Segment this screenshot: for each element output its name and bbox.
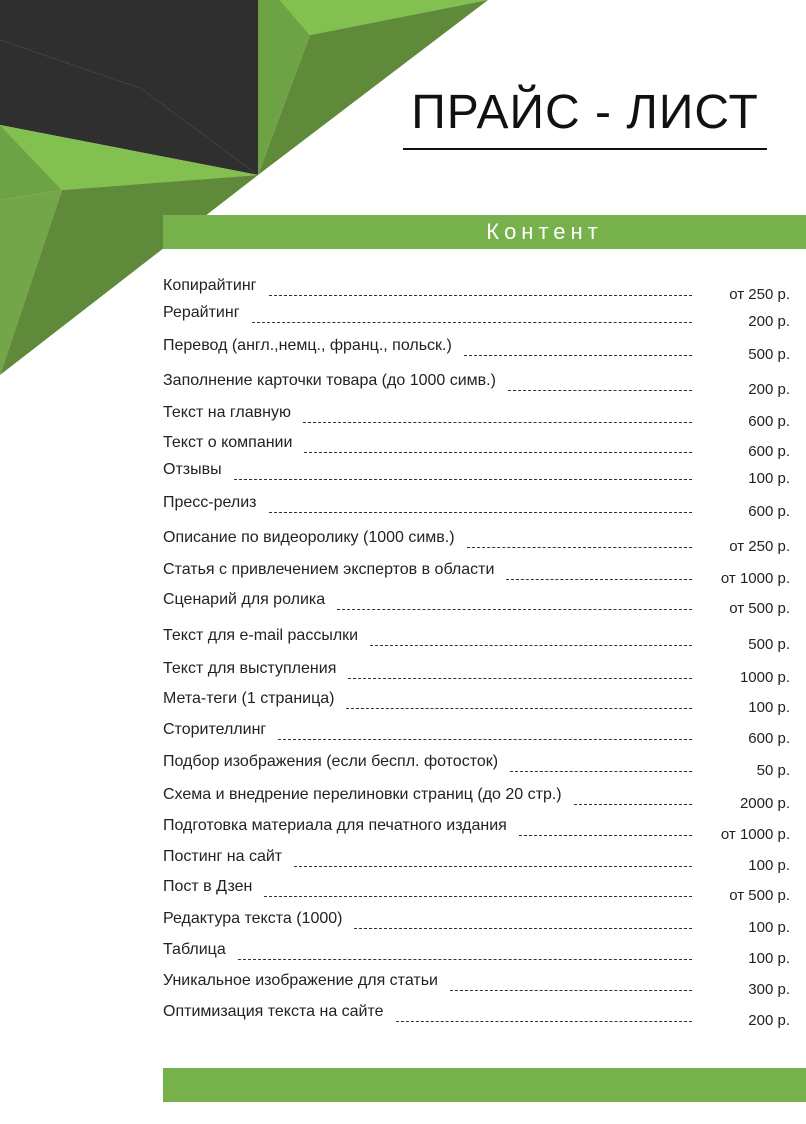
section-header: Контент bbox=[163, 215, 806, 249]
service-price: от 500 р. bbox=[729, 887, 790, 904]
service-label: Постинг на сайт bbox=[163, 848, 283, 865]
service-price: 50 р. bbox=[756, 762, 790, 779]
dotted-leader bbox=[506, 579, 692, 580]
service-price: 100 р. bbox=[748, 950, 790, 967]
price-row bbox=[0, 460, 806, 487]
dotted-leader bbox=[370, 645, 692, 646]
dotted-leader bbox=[337, 609, 692, 610]
service-price: 600 р. bbox=[748, 443, 790, 460]
service-price: 2000 р. bbox=[739, 795, 790, 812]
dotted-leader bbox=[303, 422, 692, 423]
price-row bbox=[0, 877, 806, 904]
service-price: от 250 р. bbox=[729, 538, 790, 555]
service-label: Мета-теги (1 страница) bbox=[163, 690, 335, 707]
page-title: ПРАЙС - ЛИСТ bbox=[403, 82, 767, 150]
price-row bbox=[0, 560, 806, 587]
price-row bbox=[0, 528, 806, 555]
service-price: от 500 р. bbox=[729, 600, 790, 617]
service-price: от 1000 р. bbox=[720, 826, 790, 843]
dotted-leader bbox=[269, 295, 693, 296]
price-row bbox=[0, 493, 806, 520]
service-price: 100 р. bbox=[748, 919, 790, 936]
price-row bbox=[0, 433, 806, 460]
price-row bbox=[0, 785, 806, 812]
dotted-leader bbox=[450, 990, 692, 991]
price-row bbox=[0, 816, 806, 843]
service-price: 600 р. bbox=[748, 730, 790, 747]
dotted-leader bbox=[252, 322, 692, 323]
dotted-leader bbox=[354, 928, 692, 929]
service-label: Схема и внедрение перелиновки страниц (до 20 стр.) bbox=[163, 786, 562, 803]
dotted-leader bbox=[234, 479, 692, 480]
service-price: 100 р. bbox=[748, 857, 790, 874]
service-price: 200 р. bbox=[748, 381, 790, 398]
price-row bbox=[0, 940, 806, 967]
dotted-leader bbox=[467, 547, 692, 548]
service-label: Рерайтинг bbox=[163, 304, 240, 321]
service-label: Подбор изображения (если беспл. фотосток) bbox=[163, 753, 499, 770]
dotted-leader bbox=[278, 739, 692, 740]
service-label: Заполнение карточки товара (до 1000 симв.) bbox=[163, 372, 496, 389]
service-price: 500 р. bbox=[748, 636, 790, 653]
service-label: Копирайтинг bbox=[163, 277, 257, 294]
service-label: Описание по видеоролику (1000 симв.) bbox=[163, 529, 455, 546]
service-label: Статья с привлечением экспертов в области bbox=[163, 561, 495, 578]
price-row bbox=[0, 720, 806, 747]
price-row bbox=[0, 303, 806, 330]
price-row bbox=[0, 336, 806, 363]
dotted-leader bbox=[304, 452, 692, 453]
price-row bbox=[0, 659, 806, 686]
dotted-leader bbox=[510, 771, 692, 772]
service-price: от 1000 р. bbox=[720, 570, 790, 587]
price-row bbox=[0, 971, 806, 998]
service-label: Сторителлинг bbox=[163, 721, 267, 738]
dotted-leader bbox=[269, 512, 693, 513]
service-price: 300 р. bbox=[748, 981, 790, 998]
service-label: Подготовка материала для печатного издания bbox=[163, 817, 507, 834]
service-price: 1000 р. bbox=[739, 669, 790, 686]
dotted-leader bbox=[238, 959, 692, 960]
service-label: Сценарий для ролика bbox=[163, 591, 326, 608]
price-row bbox=[0, 847, 806, 874]
service-price: 200 р. bbox=[748, 1012, 790, 1029]
service-label: Пресс-релиз bbox=[163, 494, 257, 511]
service-price: 100 р. bbox=[748, 699, 790, 716]
service-label: Оптимизация текста на сайте bbox=[163, 1003, 384, 1020]
service-label: Пост в Дзен bbox=[163, 878, 253, 895]
dotted-leader bbox=[508, 390, 692, 391]
dotted-leader bbox=[346, 708, 692, 709]
price-row bbox=[0, 752, 806, 779]
service-price: 600 р. bbox=[748, 413, 790, 430]
price-row bbox=[0, 403, 806, 430]
service-price: 600 р. bbox=[748, 503, 790, 520]
price-row bbox=[0, 1002, 806, 1029]
service-label: Редактура текста (1000) bbox=[163, 910, 343, 927]
dotted-leader bbox=[264, 896, 692, 897]
price-row bbox=[0, 276, 806, 303]
price-row bbox=[0, 590, 806, 617]
service-label: Перевод (англ.,немц., франц., польск.) bbox=[163, 337, 452, 354]
service-label: Текст на главную bbox=[163, 404, 291, 421]
price-row bbox=[0, 626, 806, 653]
dotted-leader bbox=[464, 355, 692, 356]
service-label: Текст для выступления bbox=[163, 660, 337, 677]
service-price: 200 р. bbox=[748, 313, 790, 330]
service-label: Текст о компании bbox=[163, 434, 293, 451]
service-label: Уникальное изображение для статьи bbox=[163, 972, 438, 989]
dotted-leader bbox=[348, 678, 692, 679]
service-price: 100 р. bbox=[748, 470, 790, 487]
price-row bbox=[0, 909, 806, 936]
price-row bbox=[0, 689, 806, 716]
service-label: Таблица bbox=[163, 941, 226, 958]
dotted-leader bbox=[294, 866, 692, 867]
price-row bbox=[0, 371, 806, 398]
dotted-leader bbox=[396, 1021, 692, 1022]
dotted-leader bbox=[574, 804, 692, 805]
service-price: 500 р. bbox=[748, 346, 790, 363]
service-label: Отзывы bbox=[163, 461, 222, 478]
dotted-leader bbox=[519, 835, 692, 836]
service-label: Текст для e-mail рассылки bbox=[163, 627, 359, 644]
service-price: от 250 р. bbox=[729, 286, 790, 303]
footer-bar bbox=[163, 1068, 806, 1102]
